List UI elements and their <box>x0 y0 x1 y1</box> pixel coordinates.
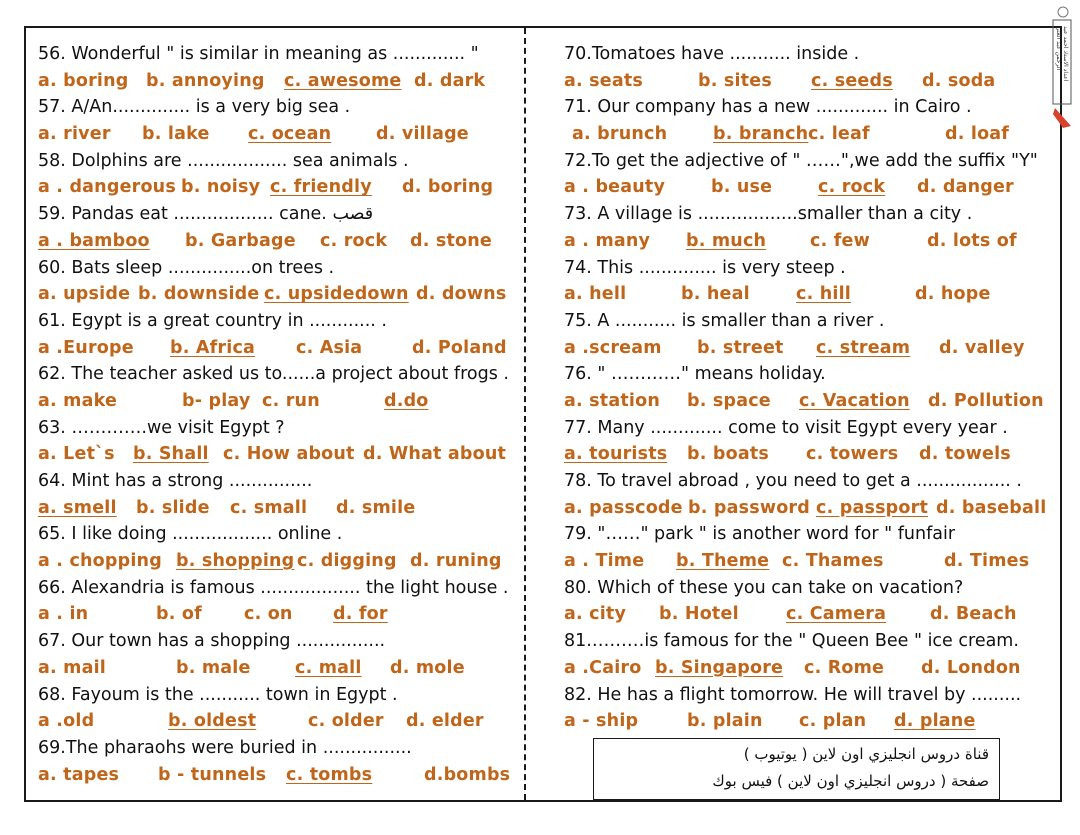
answer-option: d. elder <box>406 711 484 732</box>
answer-option: a. seats <box>564 70 644 91</box>
answer-option: a. brunch <box>572 124 668 145</box>
credit-facebook: صفحة ( دروس انجليزي اون لاين ) فيس بوك <box>712 772 989 790</box>
answer-option: a. hell <box>564 284 627 305</box>
options-row <box>38 281 518 308</box>
answer-option: c. Asia <box>296 337 363 358</box>
answer-option: d. baseball <box>936 497 1047 518</box>
question-text: 67. Our town has a shopping ................ <box>38 631 386 652</box>
answer-option-correct: c. Camera <box>786 604 887 625</box>
answer-option: c. digging <box>297 551 397 572</box>
question-text: 68. Fayoum is the ........... town in Egypt . <box>38 684 398 705</box>
question-text: 59. Pandas eat .................. cane. قصب <box>38 204 374 225</box>
right-column <box>564 41 1059 735</box>
answer-option: d. towels <box>919 444 1011 465</box>
answer-option-correct: b. branch <box>713 124 809 145</box>
answer-option: b. Hotel <box>659 604 739 625</box>
answer-option: b. of <box>156 604 202 625</box>
question-text: 58. Dolphins are .................. sea animals . <box>38 150 409 171</box>
options-row <box>38 228 518 255</box>
answer-option: d. valley <box>939 337 1025 358</box>
question-text: 75. A ........... is smaller than a river . <box>564 310 885 331</box>
answer-option: b. sites <box>698 70 772 91</box>
answer-option: d. Pollution <box>928 390 1044 411</box>
question-text: 82. He has a flight tomorrow. He will travel by ......... <box>564 684 1022 705</box>
answer-option-correct: c. Vacation <box>799 390 910 411</box>
answer-option: c. How about <box>223 444 355 465</box>
answer-option-correct: b. Theme <box>676 551 770 572</box>
answer-option: b. Garbage <box>185 230 296 251</box>
options-row <box>564 388 1059 415</box>
answer-option: a. mail <box>38 657 106 678</box>
answer-option: c. small <box>230 497 308 518</box>
answer-option-correct: b. shopping <box>176 551 295 572</box>
options-row <box>564 441 1059 468</box>
answer-option: d. boring <box>402 177 494 198</box>
answer-option: a .Cairo <box>564 657 642 678</box>
answer-option: a . in <box>38 604 89 625</box>
options-row <box>564 655 1059 682</box>
answer-option: a. make <box>38 390 118 411</box>
options-row <box>38 68 518 95</box>
answer-option-correct: c. tombs <box>286 764 373 785</box>
author-stamp-text: اعداد الاستاذ احمد عبد الرحمن عبد الغني <box>1055 26 1069 82</box>
answer-option-correct: c. friendly <box>270 177 372 198</box>
left-column <box>38 41 518 788</box>
answer-option-correct: c. seeds <box>811 70 893 91</box>
options-row <box>564 174 1059 201</box>
answer-option: d. stone <box>410 230 492 251</box>
credit-youtube: قناة دروس انجليزي اون لاين ( يوتيوب ) <box>743 745 989 763</box>
question-text: 77. Many ............. come to visit Egypt every year . <box>564 417 1008 438</box>
question-text: 72.To get the adjective of " ……",we add the suffix "Y" <box>564 150 1038 171</box>
answer-option: b. plain <box>687 711 763 732</box>
answer-option-correct: a. smell <box>38 497 117 518</box>
answer-option: d. What about <box>363 444 507 465</box>
question-text: 80. Which of these you can take on vacation? <box>564 577 964 598</box>
answer-option: b- play <box>182 390 251 411</box>
answer-option-correct: b. Shall <box>133 444 209 465</box>
answer-option: c. on <box>244 604 293 625</box>
answer-option: b. downside <box>138 284 260 305</box>
answer-option: b. use <box>711 177 773 198</box>
answer-option-correct: b. oldest <box>168 711 257 732</box>
options-row <box>564 548 1059 575</box>
answer-option: a. Let`s <box>38 444 115 465</box>
options-row <box>564 601 1059 628</box>
answer-option-correct: b. Africa <box>170 337 256 358</box>
options-row <box>564 335 1059 362</box>
answer-option-correct: c. rock <box>818 177 886 198</box>
answer-option: c. Thames <box>782 551 884 572</box>
answer-option: c. older <box>308 711 384 732</box>
answer-option: d. soda <box>922 70 996 91</box>
answer-option-correct: c. upsidedown <box>264 284 409 305</box>
answer-option: c. towers <box>806 444 899 465</box>
answer-option: d. dark <box>414 70 486 91</box>
question-text: 65. I like doing .................. online . <box>38 524 343 545</box>
answer-option: d.bombs <box>424 764 511 785</box>
options-row <box>38 655 518 682</box>
answer-option: a. upside <box>38 284 131 305</box>
question-text: 70.Tomatoes have ........... inside . <box>564 44 860 64</box>
question-text: 71. Our company has a new ............. in Cairo . <box>564 97 972 118</box>
question-text: 78. To travel abroad , you need to get a ................. . <box>564 471 1022 491</box>
answer-option: a. boring <box>38 70 129 91</box>
credit-box <box>593 738 1000 800</box>
column-divider <box>524 28 526 800</box>
answer-option: b. space <box>687 390 771 411</box>
answer-option: a. tapes <box>38 764 120 785</box>
answer-option-correct: d. plane <box>894 711 976 732</box>
options-row <box>564 495 1059 522</box>
answer-option: d. mole <box>390 657 465 678</box>
answer-option: d. Poland <box>412 337 507 358</box>
answer-option: b. male <box>176 657 251 678</box>
question-text: 69.The pharaohs were buried in ................ <box>38 737 412 758</box>
answer-option: b. street <box>697 337 784 358</box>
answer-option: b. password <box>688 497 810 518</box>
question-text: 61. Egypt is a great country in ............ . <box>38 310 387 331</box>
answer-option: a . Time <box>564 551 645 572</box>
answer-option-correct: d. for <box>333 604 388 625</box>
answer-option-correct: b. much <box>686 230 767 251</box>
answer-option: b. heal <box>681 284 750 305</box>
question-text: 56. Wonderful " is similar in meaning as ............. " <box>38 44 479 64</box>
options-row <box>38 441 518 468</box>
options-row <box>564 708 1059 735</box>
question-text: 64. Mint has a strong ............... <box>38 471 313 491</box>
options-row <box>38 495 518 522</box>
answer-option: b. lake <box>142 124 210 145</box>
answer-option: d. Beach <box>930 604 1017 625</box>
question-text: 63. ………….we visit Egypt ? <box>38 417 285 438</box>
answer-option-correct: c. mall <box>295 657 362 678</box>
answer-option: c. run <box>262 390 320 411</box>
question-text: 79. "……" park " is another word for " funfair <box>564 524 956 545</box>
answer-option: b. slide <box>136 497 210 518</box>
answer-option-correct: c. ocean <box>248 124 332 145</box>
answer-option-correct: a . bamboo <box>38 230 150 251</box>
answer-option-correct: c. awesome <box>284 70 402 91</box>
answer-option: c. few <box>810 230 870 251</box>
answer-option-correct: c. stream <box>816 337 911 358</box>
answer-option: a . many <box>564 230 651 251</box>
options-row <box>38 762 518 789</box>
answer-option: a. passcode <box>564 497 683 518</box>
options-row <box>38 174 518 201</box>
question-text: 74. This .............. is very steep . <box>564 257 846 278</box>
answer-option: b. boats <box>687 444 770 465</box>
question-text: 73. A village is ..................smaller than a city . <box>564 204 973 225</box>
question-text: 62. The teacher asked us to......a project about frogs . <box>38 364 509 385</box>
answer-option: d. danger <box>917 177 1014 198</box>
options-row <box>564 228 1059 255</box>
question-text: 60. Bats sleep ...............on trees . <box>38 257 335 278</box>
answer-option: d. smile <box>336 497 416 518</box>
answer-option: d. loaf <box>945 124 1010 145</box>
answer-option: b - tunnels <box>158 764 267 785</box>
answer-option: c. leaf <box>808 124 870 145</box>
answer-option: a. city <box>564 604 627 625</box>
answer-option: d. runing <box>410 551 502 572</box>
answer-option-correct: a. tourists <box>564 444 668 465</box>
answer-option: c. plan <box>799 711 867 732</box>
answer-option: a. river <box>38 124 111 145</box>
answer-option: a - ship <box>564 711 639 732</box>
answer-option: d. Times <box>944 551 1030 572</box>
answer-option-correct: c. hill <box>796 284 851 305</box>
answer-option: d. London <box>921 657 1021 678</box>
answer-option: b. noisy <box>181 177 261 198</box>
answer-option: a. station <box>564 390 660 411</box>
question-text: 81.………is famous for the " Queen Bee " ice cream. <box>564 631 1019 652</box>
answer-option: d. hope <box>915 284 991 305</box>
answer-option: a . beauty <box>564 177 666 198</box>
options-row <box>38 388 518 415</box>
question-text: 66. Alexandria is famous .................. the light house . <box>38 577 509 598</box>
answer-option: a . dangerous <box>38 177 176 198</box>
answer-option: d. downs <box>416 284 507 305</box>
options-row <box>38 335 518 362</box>
answer-option: d. village <box>376 124 469 145</box>
answer-option: c. Rome <box>804 657 885 678</box>
question-text: 57. A/An.............. is a very big sea . <box>38 97 351 118</box>
answer-option: b. annoying <box>146 70 265 91</box>
options-row <box>564 121 1059 148</box>
options-row <box>38 548 518 575</box>
options-row <box>38 121 518 148</box>
answer-option-correct: c. passport <box>816 497 929 518</box>
answer-option: a . chopping <box>38 551 162 572</box>
question-text: 76. " …………" means holiday. <box>564 364 826 385</box>
answer-option: a .old <box>38 711 95 732</box>
options-row <box>564 281 1059 308</box>
options-row <box>38 601 518 628</box>
answer-option-correct: d.do <box>384 390 429 411</box>
answer-option-correct: b. Singapore <box>655 657 784 678</box>
answer-option: c. rock <box>320 230 388 251</box>
answer-option: a .Europe <box>38 337 134 358</box>
options-row <box>564 68 1059 95</box>
options-row <box>38 708 518 735</box>
answer-option: d. lots of <box>927 230 1017 251</box>
answer-option: a .scream <box>564 337 662 358</box>
